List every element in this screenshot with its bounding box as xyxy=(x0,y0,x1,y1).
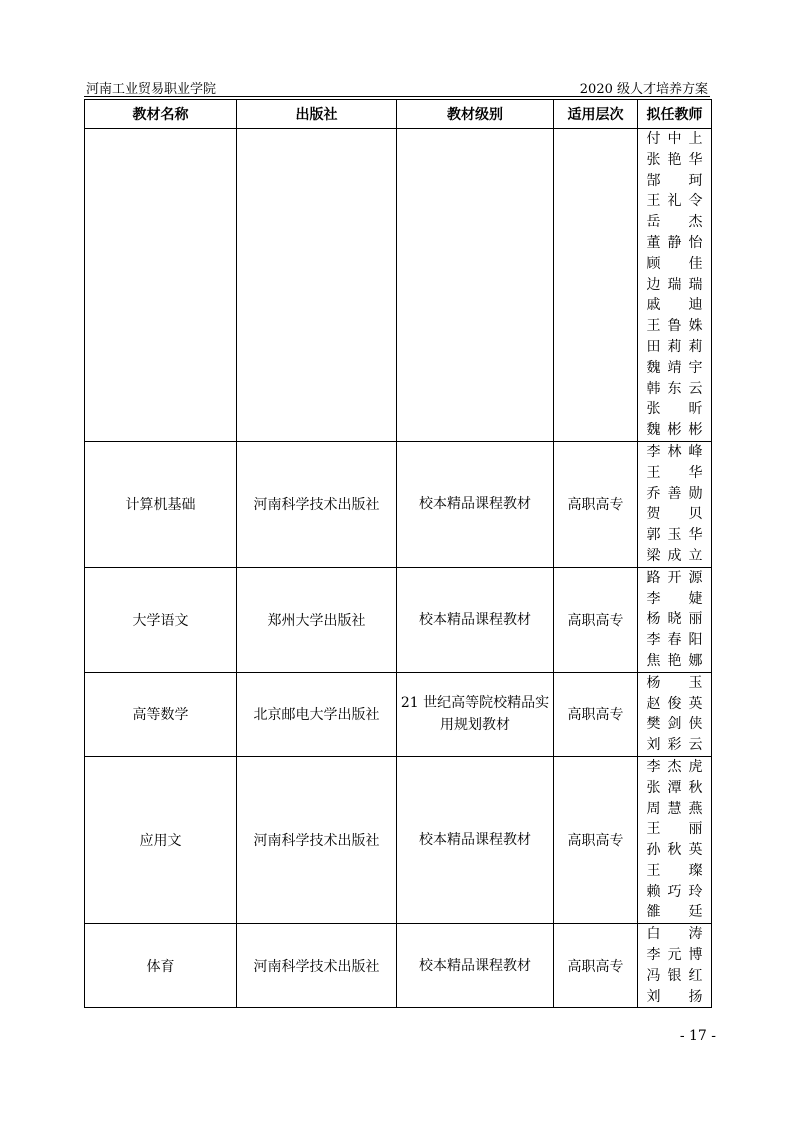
teacher-name: 郜 珂 xyxy=(646,172,703,189)
teacher-name: 韩 东 云 xyxy=(646,380,703,397)
textbook-level-cell: 校本精品课程教材 xyxy=(397,567,554,672)
teacher-name: 焦 艳 娜 xyxy=(646,652,703,669)
textbook-table xyxy=(84,99,712,1008)
teacher-name: 王 璨 xyxy=(646,862,703,879)
publisher-cell: 河南科学技术出版社 xyxy=(237,924,397,1008)
applicable-level-cell: 高职高专 xyxy=(554,924,638,1008)
teacher-name: 樊 剑 侠 xyxy=(646,716,703,733)
teacher-name: 贺 贝 xyxy=(646,506,703,523)
table-row xyxy=(85,441,712,567)
teacher-name: 冯 银 红 xyxy=(646,967,703,984)
teacher-name: 刘 彩 云 xyxy=(646,737,703,754)
textbook-level-cell: 校本精品课程教材 xyxy=(397,924,554,1008)
teachers-cell xyxy=(638,441,712,567)
teacher-name: 董 静 怡 xyxy=(646,234,703,251)
teachers-cell xyxy=(638,567,712,672)
teachers-cell xyxy=(638,672,712,756)
running-header xyxy=(84,74,710,96)
textbook-name-cell: 应用文 xyxy=(85,756,237,923)
teacher-name: 魏 靖 宇 xyxy=(646,359,703,376)
teacher-name: 田 莉 莉 xyxy=(646,338,703,355)
table-row xyxy=(85,672,712,756)
teacher-name: 王 鲁 姝 xyxy=(646,318,703,335)
applicable-level-cell: 高职高专 xyxy=(554,441,638,567)
teacher-name: 赖 巧 玲 xyxy=(646,883,703,900)
teacher-name: 乔 善 勋 xyxy=(646,485,703,502)
column-header-textbook-name: 教材名称 xyxy=(85,100,237,129)
teachers-cell xyxy=(638,129,712,442)
column-header-textbook-level: 教材级别 xyxy=(397,100,554,129)
teacher-name: 李 元 博 xyxy=(646,947,703,964)
applicable-level-cell: 高职高专 xyxy=(554,672,638,756)
textbook-level-cell: 校本精品课程教材 xyxy=(397,756,554,923)
publisher-cell: 河南科学技术出版社 xyxy=(237,756,397,923)
teacher-name: 张 艳 华 xyxy=(646,151,703,168)
teacher-name: 李 婕 xyxy=(646,590,703,607)
applicable-level-cell xyxy=(554,129,638,442)
teacher-name: 雒 廷 xyxy=(646,904,703,921)
textbook-name-cell: 大学语文 xyxy=(85,567,237,672)
teacher-name: 白 涛 xyxy=(646,926,703,943)
teacher-name: 王 丽 xyxy=(646,821,703,838)
teacher-name: 郭 玉 华 xyxy=(646,527,703,544)
teacher-name: 王 礼 令 xyxy=(646,193,703,210)
teachers-cell xyxy=(638,924,712,1008)
teacher-name: 岳 杰 xyxy=(646,214,703,231)
teacher-name: 周 慧 燕 xyxy=(646,800,703,817)
textbook-name-cell: 计算机基础 xyxy=(85,441,237,567)
table-row xyxy=(85,756,712,923)
textbook-name-cell: 体育 xyxy=(85,924,237,1008)
header-rule xyxy=(84,96,710,97)
publisher-cell xyxy=(237,129,397,442)
teacher-name: 路 开 源 xyxy=(646,569,703,586)
applicable-level-cell: 高职高专 xyxy=(554,567,638,672)
teacher-name: 赵 俊 英 xyxy=(646,695,703,712)
publisher-cell: 北京邮电大学出版社 xyxy=(237,672,397,756)
teacher-name: 刘 扬 xyxy=(646,988,703,1005)
textbook-level-cell: 校本精品课程教材 xyxy=(397,441,554,567)
teacher-name: 李 杰 虎 xyxy=(646,758,703,775)
column-header-applicable-level: 适用层次 xyxy=(554,100,638,129)
header-institution: 河南工业贸易职业学院 xyxy=(86,82,217,97)
textbook-name-cell xyxy=(85,129,237,442)
teacher-name: 戚 迪 xyxy=(646,297,703,314)
table-header-row xyxy=(85,100,712,129)
teacher-name: 孙 秋 英 xyxy=(646,842,703,859)
teacher-name: 李 林 峰 xyxy=(646,443,703,460)
header-document-title: 2020 级人才培养方案 xyxy=(579,82,708,97)
teacher-name: 王 华 xyxy=(646,464,703,481)
table-row xyxy=(85,924,712,1008)
teacher-name: 李 春 阳 xyxy=(646,632,703,649)
publisher-cell: 河南科学技术出版社 xyxy=(237,441,397,567)
teacher-name: 梁 成 立 xyxy=(646,547,703,564)
table-row xyxy=(85,129,712,442)
applicable-level-cell: 高职高专 xyxy=(554,756,638,923)
textbook-level-cell: 21 世纪高等院校精品实用规划教材 xyxy=(397,672,554,756)
table-row xyxy=(85,567,712,672)
textbook-level-cell xyxy=(397,129,554,442)
teacher-name: 付 中 上 xyxy=(646,131,703,147)
teacher-name: 张 昕 xyxy=(646,401,703,418)
publisher-cell: 郑州大学出版社 xyxy=(237,567,397,672)
column-header-proposed-teachers: 拟任教师 xyxy=(638,100,712,129)
teacher-name: 魏 彬 彬 xyxy=(646,422,703,439)
teachers-cell xyxy=(638,756,712,923)
teacher-name: 顾 佳 xyxy=(646,255,703,272)
page-number: - 17 - xyxy=(679,1028,716,1044)
column-header-publisher: 出版社 xyxy=(237,100,397,129)
teacher-name: 边 瑞 瑞 xyxy=(646,276,703,293)
teacher-name: 杨 晓 丽 xyxy=(646,611,703,628)
teacher-name: 杨 玉 xyxy=(646,674,703,691)
textbook-name-cell: 高等数学 xyxy=(85,672,237,756)
teacher-name: 张 潭 秋 xyxy=(646,779,703,796)
